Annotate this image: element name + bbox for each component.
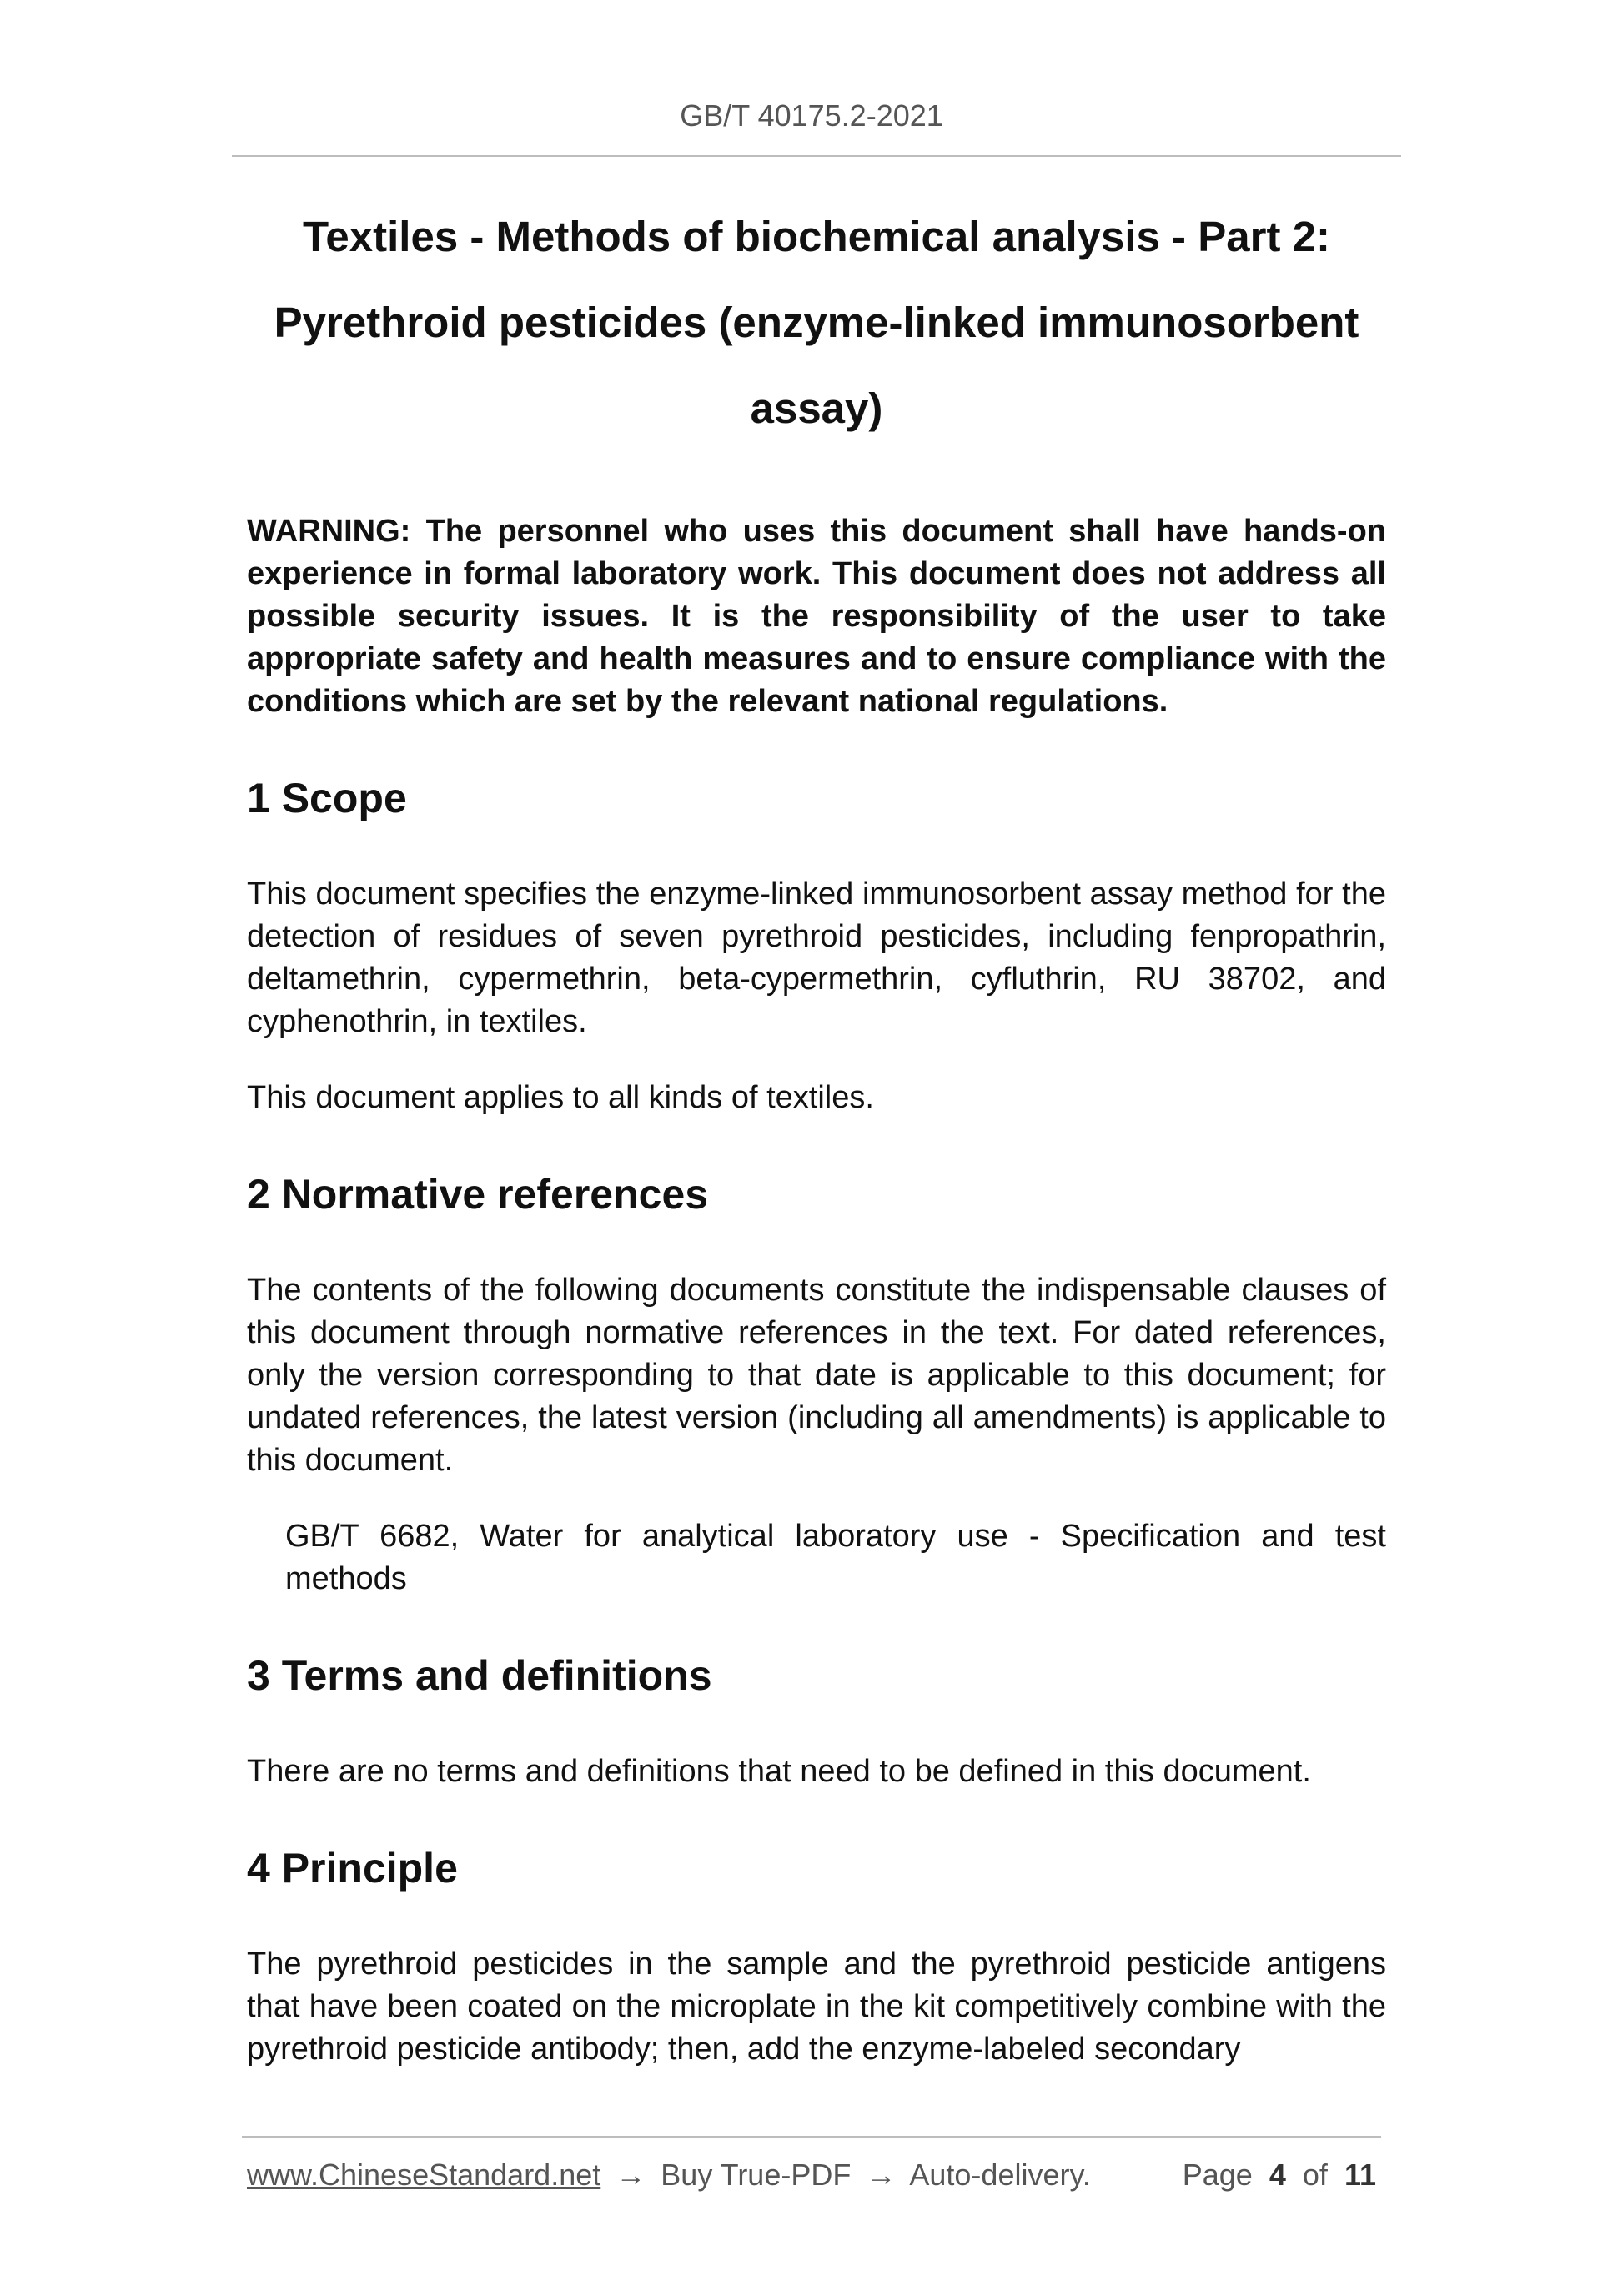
page-current: 4 bbox=[1269, 2158, 1286, 2192]
arrow-right-icon: → bbox=[866, 2158, 897, 2192]
arrow-right-icon: → bbox=[616, 2158, 646, 2192]
normative-reference-item: GB/T 6682, Water for analytical laboratory use - Specification and test methods bbox=[285, 1519, 1386, 1596]
buy-true-pdf-text: Buy True-PDF bbox=[661, 2158, 852, 2192]
title-line-3: assay) bbox=[750, 384, 883, 432]
title-line-2: Pyrethroid pesticides (enzyme-linked immunosorbent bbox=[274, 299, 1359, 346]
scope-paragraph-2: This document applies to all kinds of textiles. bbox=[247, 1080, 874, 1115]
terms-paragraph-1: There are no terms and definitions that need to be defined in this document. bbox=[247, 1754, 1311, 1789]
title-line-1: Textiles - Methods of biochemical analysis - Part 2: bbox=[303, 213, 1330, 260]
auto-delivery-text: Auto-delivery. bbox=[909, 2158, 1091, 2192]
scope-paragraph-1: This document specifies the enzyme-linked immunosorbent assay method for the detection of residues of seven pyrethroid pesticides, including fenpropathrin, deltamethrin, cypermethrin, beta-cypermethrin, cyfluthrin, RU 38702, and cyphenothrin, in textiles. bbox=[247, 877, 1386, 1039]
page-indicator bbox=[1183, 2158, 1376, 2193]
section-heading-terms: 3 Terms and definitions bbox=[247, 1652, 712, 1699]
normative-paragraph-1: The contents of the following documents constitute the indispensable clauses of this document through normative references in the text. For dated references, only the version corresponding to that date is applicable to this document; for undated references, the latest version (including all amendments) is applicable to this document. bbox=[247, 1273, 1386, 1478]
section-heading-scope: 1 Scope bbox=[247, 775, 407, 821]
document-code-header: GB/T 40175.2-2021 bbox=[680, 98, 943, 133]
principle-paragraph-1: The pyrethroid pesticides in the sample and the pyrethroid pesticide antigens that have been coated on the microplate in the kit competitively combine with the pyrethroid pesticide antibody; then, add the enzyme-labeled secondary bbox=[247, 1947, 1386, 2067]
page-of-label: of bbox=[1302, 2158, 1328, 2192]
warning-notice: WARNING: The personnel who uses this document shall have hands-on experience in formal laboratory work. This document does not address all possible security issues. It is the responsibility of the user to take appropriate safety and health measures and to ensure compliance with the conditions which are set by the relevant national regulations. bbox=[247, 514, 1386, 719]
page-total: 11 bbox=[1344, 2158, 1376, 2192]
document-body bbox=[247, 510, 1386, 2104]
website-link[interactable]: www.ChineseStandard.net bbox=[247, 2158, 601, 2192]
document-title bbox=[232, 193, 1401, 451]
footer-promo bbox=[247, 2158, 1091, 2193]
section-heading-principle: 4 Principle bbox=[247, 1845, 458, 1892]
section-heading-normative-references: 2 Normative references bbox=[247, 1171, 709, 1218]
footer-divider bbox=[242, 2136, 1381, 2138]
header-divider bbox=[232, 155, 1401, 157]
page-label: Page bbox=[1182, 2158, 1253, 2192]
